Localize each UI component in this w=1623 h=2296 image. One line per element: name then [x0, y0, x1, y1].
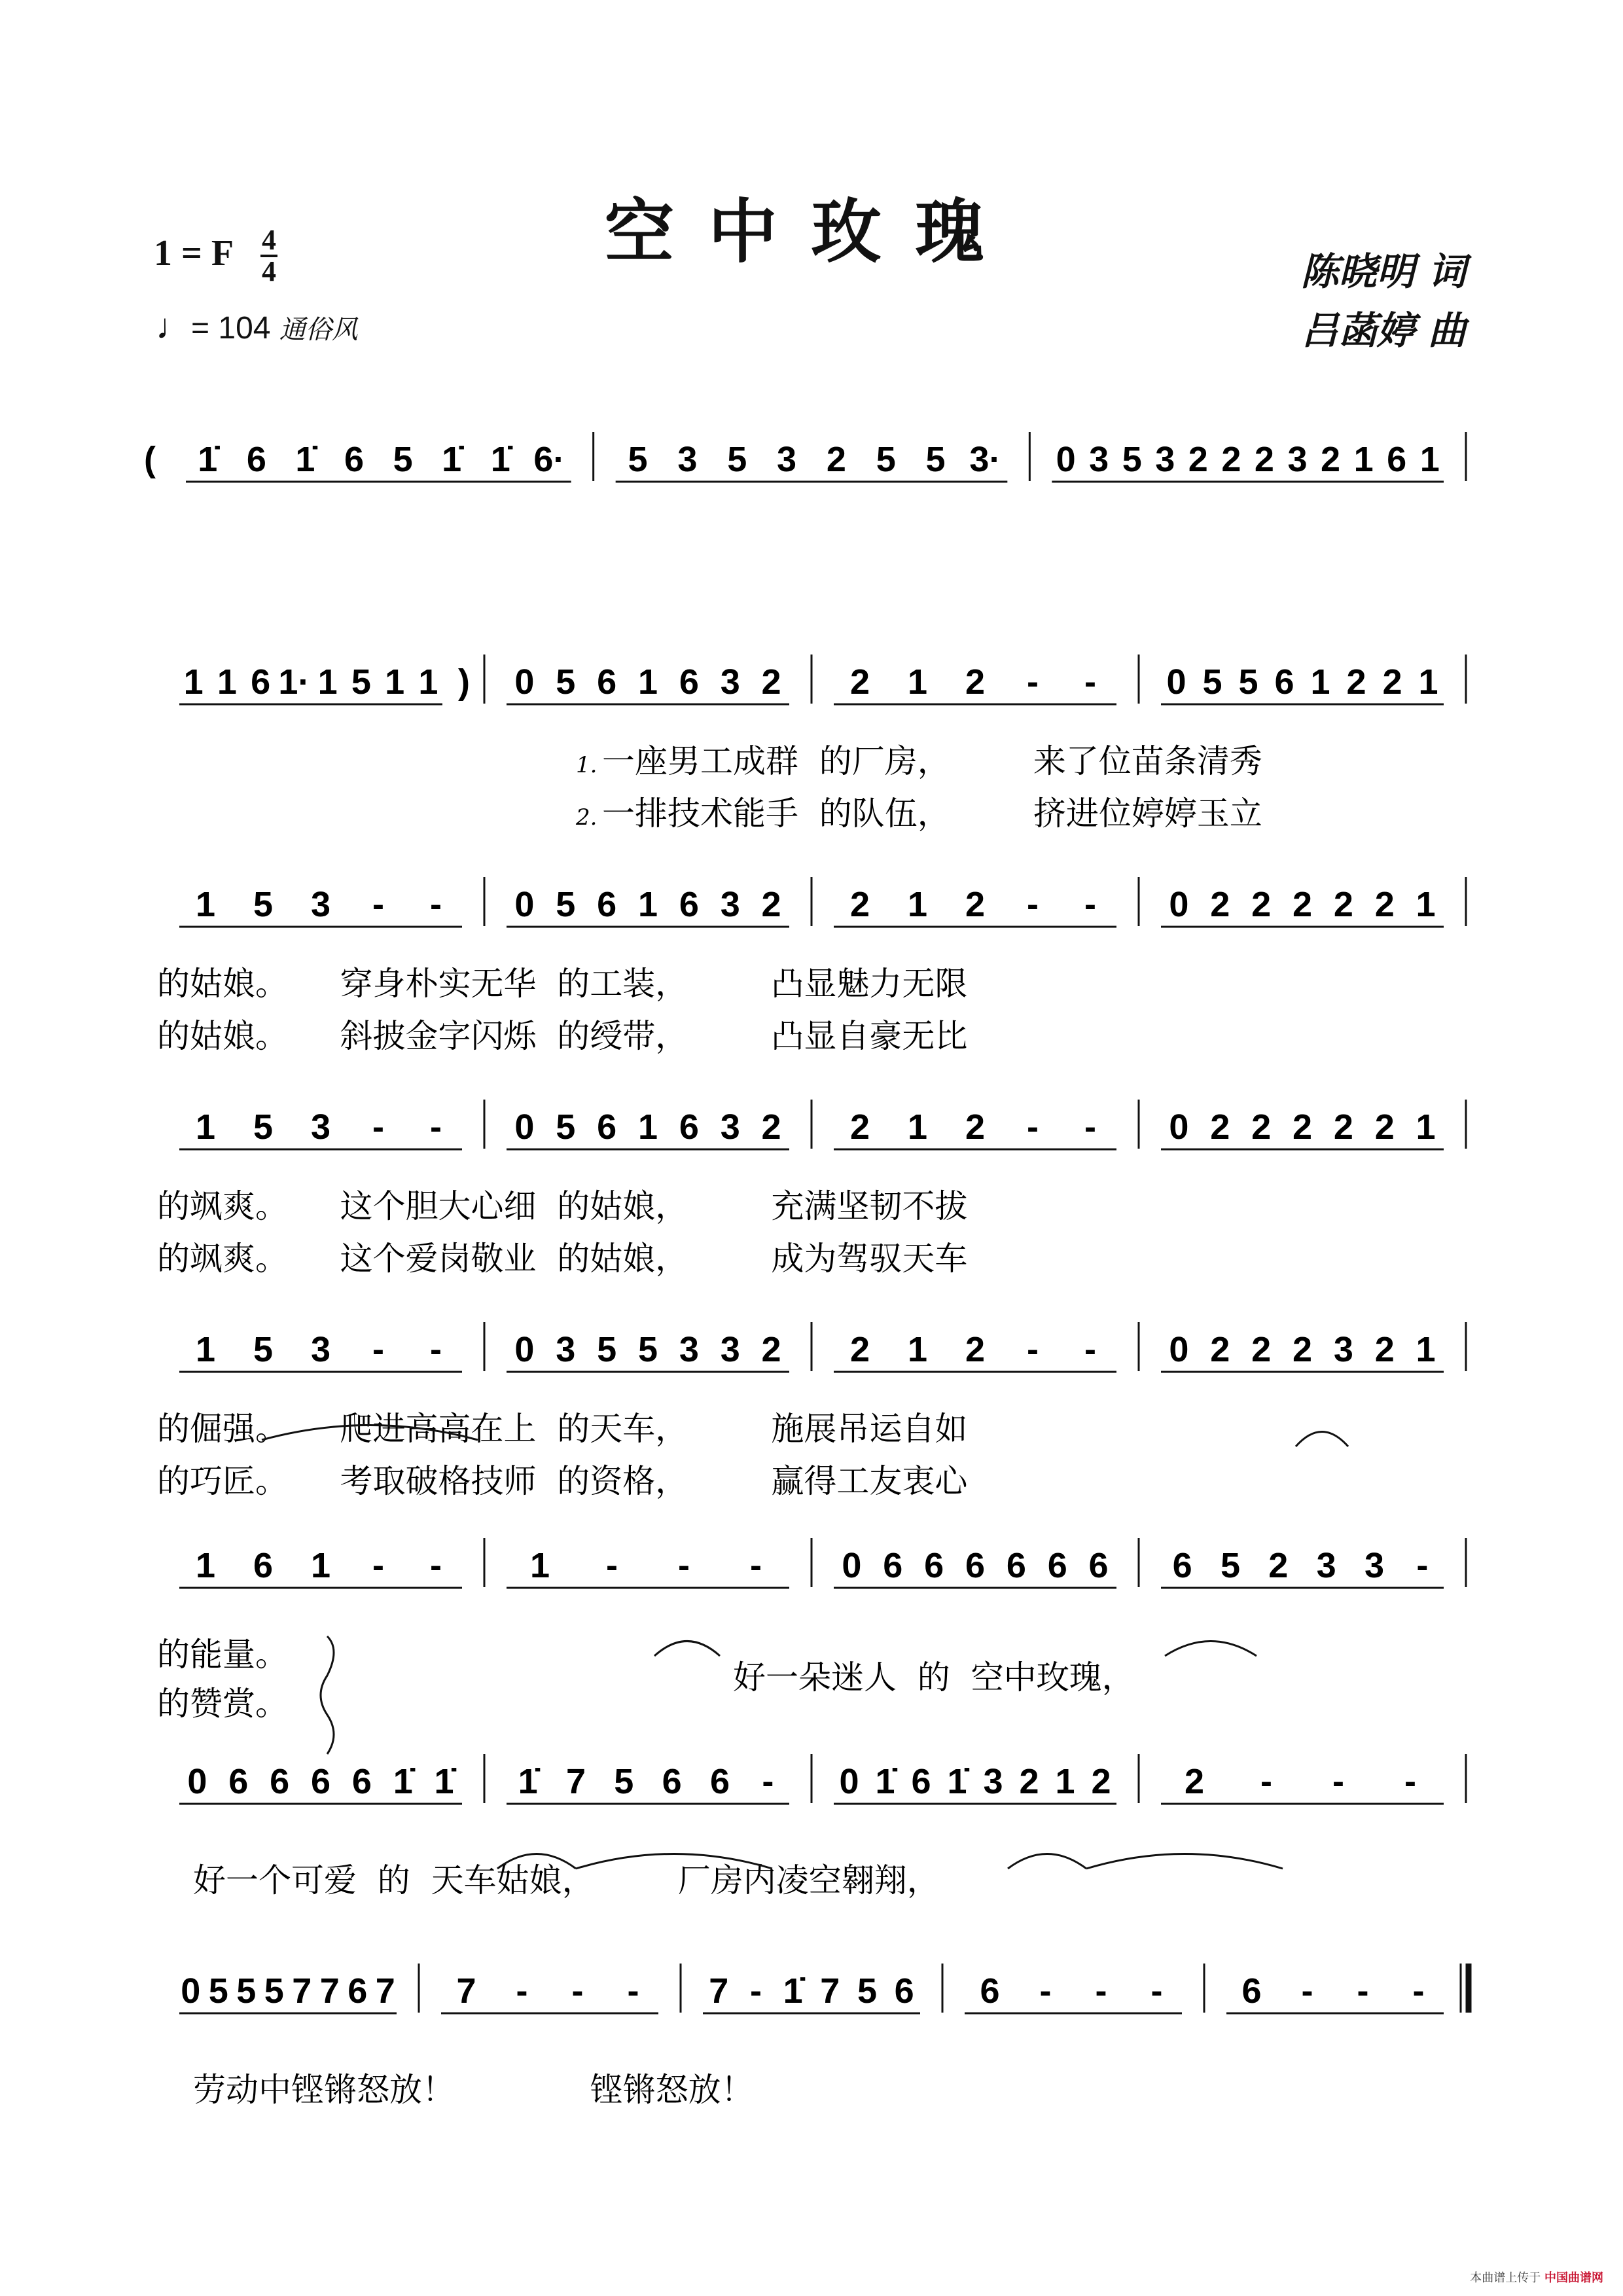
note: 1	[385, 662, 405, 702]
note: 5	[628, 440, 648, 479]
note: 6	[597, 1107, 617, 1147]
note: 1	[1055, 1762, 1075, 1801]
note: 0	[842, 1546, 862, 1585]
note: 5	[556, 662, 576, 702]
note: 3	[310, 1330, 331, 1369]
lyric-line: 的飒爽。 这个爱岗敬业 的姑娘， 成为驾驭天车	[157, 1240, 968, 1278]
note: 2	[849, 1107, 870, 1147]
note: -	[430, 1107, 442, 1147]
note: -	[1084, 885, 1096, 924]
note: -	[606, 1546, 618, 1585]
note: 6	[348, 1971, 368, 2011]
note: 5	[1202, 662, 1222, 702]
note: 1	[310, 1546, 331, 1585]
note: 2	[1268, 1546, 1289, 1585]
note: 3	[556, 1330, 576, 1369]
note: 1	[195, 1107, 216, 1147]
slur-arc	[1086, 1854, 1283, 1869]
note: 3	[720, 1330, 740, 1369]
note: 3	[310, 885, 331, 924]
note: -	[1027, 662, 1039, 702]
note: 6	[1047, 1546, 1067, 1585]
note: 0	[1169, 1330, 1189, 1369]
note: 7	[565, 1762, 586, 1801]
note: -	[1260, 1762, 1272, 1801]
note: 3	[777, 440, 797, 479]
lyric-line: 劳动中铿锵怒放！ 铿锵怒放！	[193, 2071, 754, 2109]
note: 5	[393, 440, 413, 479]
key-signature: 1 = F	[154, 233, 234, 274]
note: 0	[514, 885, 535, 924]
note: -	[430, 885, 442, 924]
upload-footer	[1470, 2269, 1603, 2286]
note: 6	[351, 1762, 372, 1801]
note: 0	[1169, 885, 1189, 924]
note: 1	[1418, 662, 1438, 702]
verse-marker: 1.	[576, 752, 597, 778]
note: 2	[849, 1330, 870, 1369]
note: 3	[1333, 1330, 1353, 1369]
note: 2	[1251, 1330, 1272, 1369]
note: 2	[1210, 1107, 1230, 1147]
note: 6	[1088, 1546, 1109, 1585]
note: -	[430, 1546, 442, 1585]
note: 0	[1056, 440, 1076, 479]
note: 2	[1184, 1762, 1205, 1801]
note: 5	[1122, 440, 1142, 479]
note: 2	[1382, 662, 1402, 702]
slur-arc	[1165, 1641, 1257, 1657]
note: 3	[1287, 440, 1308, 479]
note: 5	[264, 1971, 284, 2011]
note: 2	[1254, 440, 1274, 479]
lyric-line: 的姑娘。 穿身朴实无华 的工装， 凸显魅力无限	[157, 965, 968, 1003]
note: 5	[351, 662, 371, 702]
time-signature-bottom: 4	[262, 255, 276, 287]
note: 2	[965, 662, 986, 702]
note: 3	[677, 440, 698, 479]
note: 7	[709, 1971, 729, 2011]
note: 1	[418, 662, 438, 702]
note: 6	[270, 1762, 290, 1801]
note: 6	[310, 1762, 331, 1801]
note: 1	[317, 662, 338, 702]
note: 6	[251, 662, 271, 702]
verse-brace	[321, 1636, 334, 1754]
note: 6	[679, 1107, 699, 1147]
note: -	[1150, 1971, 1163, 2011]
note: 1	[1310, 662, 1330, 702]
chorus-lyric: 好一朵迷人 的 空中玫瑰，	[733, 1659, 1135, 1696]
note: 6	[1274, 662, 1294, 702]
note: 0	[1166, 662, 1186, 702]
note: 2	[1251, 1107, 1272, 1147]
note: 3·	[969, 440, 1001, 479]
note: 1	[183, 662, 204, 702]
note: 2	[1251, 885, 1272, 924]
note: 5	[1220, 1546, 1241, 1585]
note: 1̇	[442, 440, 462, 479]
bracket-close: )	[458, 662, 470, 702]
note: 2	[1292, 1107, 1313, 1147]
lyric-line: 的赞赏。	[157, 1685, 288, 1723]
note: 2	[965, 1107, 986, 1147]
note: 1	[637, 1107, 658, 1147]
note: 0	[514, 1107, 535, 1147]
bracket-open: (	[144, 440, 156, 479]
note: 2	[1019, 1762, 1039, 1801]
note: 2	[761, 662, 781, 702]
note: 2	[761, 1330, 781, 1369]
lyric-line: 的飒爽。 这个胆大心细 的姑娘， 充满坚韧不拔	[157, 1187, 968, 1225]
note: 1	[1416, 1330, 1436, 1369]
note: 1̇	[295, 440, 315, 479]
note: 5	[614, 1762, 634, 1801]
note: 5	[727, 440, 747, 479]
note: 2	[849, 662, 870, 702]
note: -	[750, 1971, 762, 2011]
note: 3	[1364, 1546, 1385, 1585]
note: -	[1412, 1971, 1425, 2011]
note: 2	[965, 1330, 986, 1369]
note: 5	[556, 885, 576, 924]
note: -	[372, 1546, 384, 1585]
note: 1	[907, 1107, 928, 1147]
slur-arc	[1296, 1432, 1348, 1447]
note: 6	[662, 1762, 682, 1801]
note: -	[1095, 1971, 1107, 2011]
note: -	[372, 1330, 384, 1369]
lyricist-credit: 陈晓明 词	[1300, 249, 1466, 294]
note: 5	[637, 1330, 658, 1369]
note: -	[1084, 1107, 1096, 1147]
tempo-value: = 104	[191, 311, 271, 346]
note: 3	[720, 885, 740, 924]
note: 6	[894, 1971, 914, 2011]
composer-credit: 吕菡婷 曲	[1300, 308, 1466, 353]
note: 2	[1374, 1330, 1395, 1369]
note: -	[571, 1971, 584, 2011]
note: 2	[1210, 885, 1230, 924]
note: 6	[1006, 1546, 1026, 1585]
lyric-line: 好一个可爱 的 天车姑娘， 厂房内凌空翱翔，	[193, 1861, 940, 1899]
note: -	[372, 885, 384, 924]
footer-prefix: 本曲谱上传于	[1470, 2271, 1541, 2285]
note: 3	[1089, 440, 1109, 479]
note: 7	[456, 1971, 476, 2011]
note: -	[1332, 1762, 1344, 1801]
note: 6	[679, 662, 699, 702]
lyric-line: 一排技术能手 的队伍， 挤进位婷婷玉立	[602, 795, 1262, 833]
note: -	[1084, 1330, 1096, 1369]
note: 5	[857, 1971, 878, 2011]
note: 6	[709, 1762, 730, 1801]
note: 2	[826, 440, 846, 479]
note: 6	[911, 1762, 931, 1801]
note: 6	[228, 1762, 249, 1801]
note: -	[1301, 1971, 1313, 2011]
note: 6	[344, 440, 365, 479]
note: 2	[1091, 1762, 1111, 1801]
note: 2	[1374, 1107, 1395, 1147]
note: 1·	[278, 662, 310, 702]
note: -	[1404, 1762, 1416, 1801]
note: -	[1027, 1330, 1039, 1369]
note: 3	[1316, 1546, 1336, 1585]
note: 1̇	[875, 1762, 895, 1801]
note: 7	[292, 1971, 312, 2011]
note: 1̇	[947, 1762, 967, 1801]
note: 7	[319, 1971, 340, 2011]
note: 1	[637, 885, 658, 924]
note: 1̇	[393, 1762, 413, 1801]
note: 3	[983, 1762, 1003, 1801]
note: 1	[195, 885, 216, 924]
note: 1̇	[434, 1762, 454, 1801]
note: 6	[883, 1546, 903, 1585]
note: 2	[849, 885, 870, 924]
note: -	[678, 1546, 690, 1585]
note: 5	[253, 1330, 274, 1369]
note: 5	[876, 440, 896, 479]
note: 2	[761, 1107, 781, 1147]
note: 0	[1169, 1107, 1189, 1147]
note: 5	[556, 1107, 576, 1147]
note: -	[1084, 662, 1096, 702]
note: 2	[1292, 885, 1313, 924]
note: 6	[253, 1546, 274, 1585]
lyric-line: 的倔强。 爬进高高在上 的天车， 施展吊运自如	[157, 1410, 968, 1448]
note: 3	[679, 1330, 699, 1369]
note: 1	[907, 885, 928, 924]
note: -	[372, 1107, 384, 1147]
note: 6	[980, 1971, 1000, 2011]
note: -	[1416, 1546, 1429, 1585]
note: 2	[1210, 1330, 1230, 1369]
note: -	[1039, 1971, 1052, 2011]
note: 6	[1241, 1971, 1262, 2011]
note: 6·	[533, 440, 565, 479]
song-title: 空中玫瑰	[605, 190, 1018, 272]
note: 6	[1172, 1546, 1192, 1585]
note: -	[750, 1546, 762, 1585]
note: 3	[720, 662, 740, 702]
note: 6	[597, 662, 617, 702]
note: 6	[679, 885, 699, 924]
note: 1	[1416, 885, 1436, 924]
note: 2	[1333, 885, 1353, 924]
note: 1	[1416, 1107, 1436, 1147]
note: 6	[246, 440, 266, 479]
note: 5	[253, 1107, 274, 1147]
note: 0	[514, 1330, 535, 1369]
note: 2	[1374, 885, 1395, 924]
note: 2	[1346, 662, 1366, 702]
verse-marker: 2.	[576, 804, 597, 831]
note: -	[627, 1971, 639, 2011]
note: 2	[761, 885, 781, 924]
note: -	[762, 1762, 774, 1801]
time-signature-top: 4	[262, 224, 276, 256]
slur-arc	[654, 1641, 720, 1657]
note: 5	[925, 440, 946, 479]
note: -	[1027, 1107, 1039, 1147]
note: -	[1357, 1971, 1369, 2011]
note: 2	[1221, 440, 1241, 479]
note: -	[516, 1971, 528, 2011]
note: 3	[310, 1107, 331, 1147]
note: 1̇	[783, 1971, 803, 2011]
note: 0	[187, 1762, 207, 1801]
note: 0	[514, 662, 535, 702]
note: 2	[1292, 1330, 1313, 1369]
note: 5	[253, 885, 274, 924]
note: 3	[1155, 440, 1175, 479]
note: 5	[208, 1971, 228, 2011]
note: 6	[965, 1546, 986, 1585]
footer-site: 中国曲谱网	[1544, 2271, 1603, 2285]
lyric-line: 的姑娘。 斜披金字闪烁 的绶带， 凸显自豪无比	[157, 1017, 968, 1055]
note: 5	[597, 1330, 617, 1369]
note: 1	[217, 662, 237, 702]
note: 2	[1188, 440, 1208, 479]
note: 5	[236, 1971, 257, 2011]
lyric-line: 一座男工成群 的厂房， 来了位苗条清秀	[602, 742, 1262, 780]
quarter-note-icon: ♩	[156, 307, 191, 346]
note: 1	[637, 662, 658, 702]
note: 3	[720, 1107, 740, 1147]
note: 2	[1333, 1107, 1353, 1147]
note: 1	[907, 1330, 928, 1369]
note: 6	[1387, 440, 1407, 479]
tempo-style: 通俗风	[279, 315, 358, 344]
note: 1	[1353, 440, 1374, 479]
note: 1	[529, 1546, 550, 1585]
note: 1	[1419, 440, 1440, 479]
note: 1̇	[198, 440, 218, 479]
note: 1̇	[490, 440, 510, 479]
note: 6	[924, 1546, 944, 1585]
note: 0	[181, 1971, 201, 2011]
lyric-line: 的巧匠。 考取破格技师 的资格， 赢得工友衷心	[157, 1462, 968, 1500]
note: 6	[597, 885, 617, 924]
note: 1	[907, 662, 928, 702]
note: -	[430, 1330, 442, 1369]
note: 1̇	[518, 1762, 538, 1801]
slur-arc	[1008, 1854, 1086, 1869]
note: 2	[965, 885, 986, 924]
note: 7	[820, 1971, 840, 2011]
note: -	[1027, 885, 1039, 924]
lyric-line: 的能量。	[157, 1636, 288, 1674]
note: 1	[195, 1546, 216, 1585]
note: 5	[1238, 662, 1258, 702]
note: 2	[1321, 440, 1341, 479]
note: 0	[839, 1762, 859, 1801]
note: 1	[195, 1330, 216, 1369]
note: 7	[375, 1971, 395, 2011]
